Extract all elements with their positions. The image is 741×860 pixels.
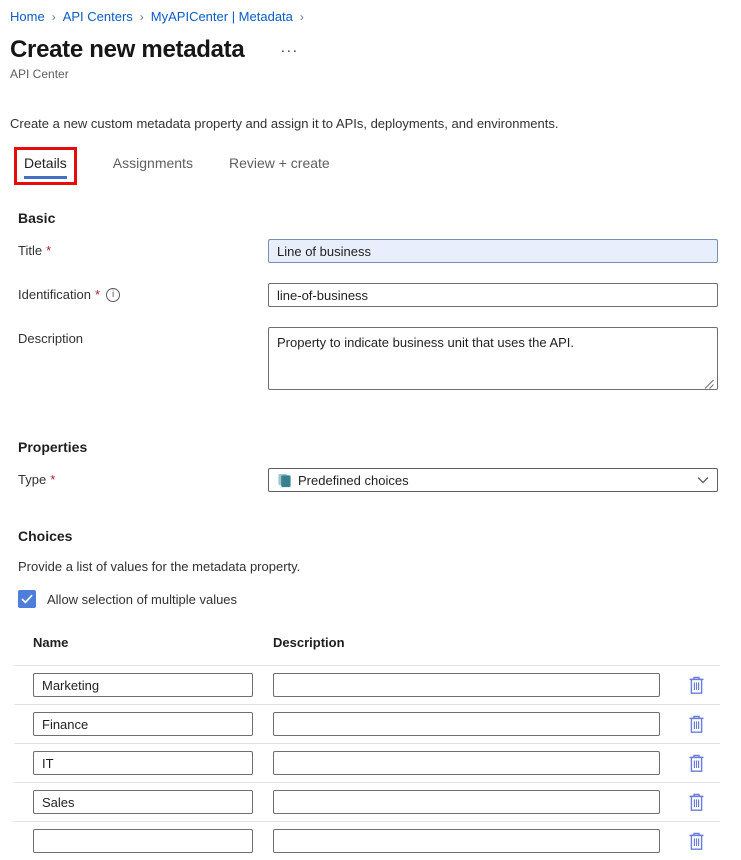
multiple-values-checkbox[interactable] xyxy=(18,590,36,608)
tab-assignments[interactable]: Assignments xyxy=(112,155,193,171)
page-subtitle: API Center xyxy=(10,67,69,81)
trash-icon xyxy=(688,676,705,695)
choice-name-input[interactable] xyxy=(33,673,253,697)
predefined-choices-icon xyxy=(277,473,292,488)
choice-description-input[interactable] xyxy=(273,712,660,736)
title-input[interactable] xyxy=(268,239,718,263)
basic-section-heading: Basic xyxy=(18,210,56,226)
description-textarea[interactable] xyxy=(268,327,718,390)
choice-row xyxy=(14,665,720,704)
chevron-down-icon xyxy=(697,476,709,484)
required-asterisk: * xyxy=(50,472,56,487)
choices-table-header xyxy=(14,635,720,665)
choices-table xyxy=(14,635,720,860)
description-field-label xyxy=(18,327,268,346)
choice-row xyxy=(14,782,720,821)
type-dropdown[interactable] xyxy=(268,468,718,492)
identification-input[interactable] xyxy=(268,283,718,307)
choice-name-input[interactable] xyxy=(33,790,253,814)
description-column-header: Description xyxy=(273,635,345,650)
identification-field-label xyxy=(18,283,268,302)
delete-choice-button[interactable] xyxy=(686,713,707,736)
type-field-label xyxy=(18,468,268,487)
name-column-header: Name xyxy=(33,635,69,650)
checkmark-icon xyxy=(21,594,33,604)
more-options-button[interactable]: ··· xyxy=(276,41,302,60)
choice-row xyxy=(14,821,720,860)
intro-text: Create a new custom metadata property and assign it to APIs, deployments, and environments. xyxy=(10,116,559,131)
title-label-text: Title xyxy=(18,243,43,258)
delete-choice-button[interactable] xyxy=(686,752,707,775)
properties-section-heading: Properties xyxy=(18,439,88,455)
title-field-label xyxy=(18,239,268,258)
choice-description-input[interactable] xyxy=(273,829,660,853)
choice-description-input[interactable] xyxy=(273,673,660,697)
choices-section-heading: Choices xyxy=(18,528,73,544)
breadcrumb-separator: › xyxy=(51,9,56,24)
delete-choice-button[interactable] xyxy=(686,830,707,853)
tab-details[interactable]: Details xyxy=(24,155,67,179)
choices-table-body xyxy=(14,665,720,860)
tab-bar xyxy=(14,147,741,185)
trash-icon xyxy=(688,793,705,812)
breadcrumb xyxy=(0,0,741,24)
delete-choice-button[interactable] xyxy=(686,674,707,697)
description-label-text: Description xyxy=(18,331,84,346)
choice-row xyxy=(14,704,720,743)
info-icon[interactable]: i xyxy=(106,288,120,302)
multiple-values-checkbox-row[interactable] xyxy=(18,590,741,608)
choice-description-input[interactable] xyxy=(273,751,660,775)
type-dropdown-value: Predefined choices xyxy=(298,472,409,488)
type-label-text: Type xyxy=(18,472,47,487)
breadcrumb-separator: › xyxy=(299,9,304,24)
identification-label-text: Identification xyxy=(18,287,91,302)
trash-icon xyxy=(688,754,705,773)
trash-icon xyxy=(688,832,705,851)
choices-hint-text: Provide a list of values for the metadata property. xyxy=(18,559,301,574)
breadcrumb-api-centers[interactable]: API Centers xyxy=(62,9,133,24)
breadcrumb-myapicenter-metadata[interactable]: MyAPICenter | Metadata xyxy=(150,9,293,24)
multiple-values-checkbox-label: Allow selection of multiple values xyxy=(47,591,238,607)
breadcrumb-separator: › xyxy=(139,9,144,24)
required-asterisk: * xyxy=(46,243,52,258)
required-asterisk: * xyxy=(95,287,101,302)
details-tab-annotation-box xyxy=(14,147,77,185)
choice-name-input[interactable] xyxy=(33,829,253,853)
choice-description-input[interactable] xyxy=(273,790,660,814)
trash-icon xyxy=(688,715,705,734)
delete-choice-button[interactable] xyxy=(686,791,707,814)
choice-name-input[interactable] xyxy=(33,751,253,775)
choice-row xyxy=(14,743,720,782)
page-title: Create new metadata xyxy=(10,36,245,63)
choice-name-input[interactable] xyxy=(33,712,253,736)
tab-review-create[interactable]: Review + create xyxy=(228,155,330,171)
breadcrumb-home[interactable]: Home xyxy=(10,9,45,24)
